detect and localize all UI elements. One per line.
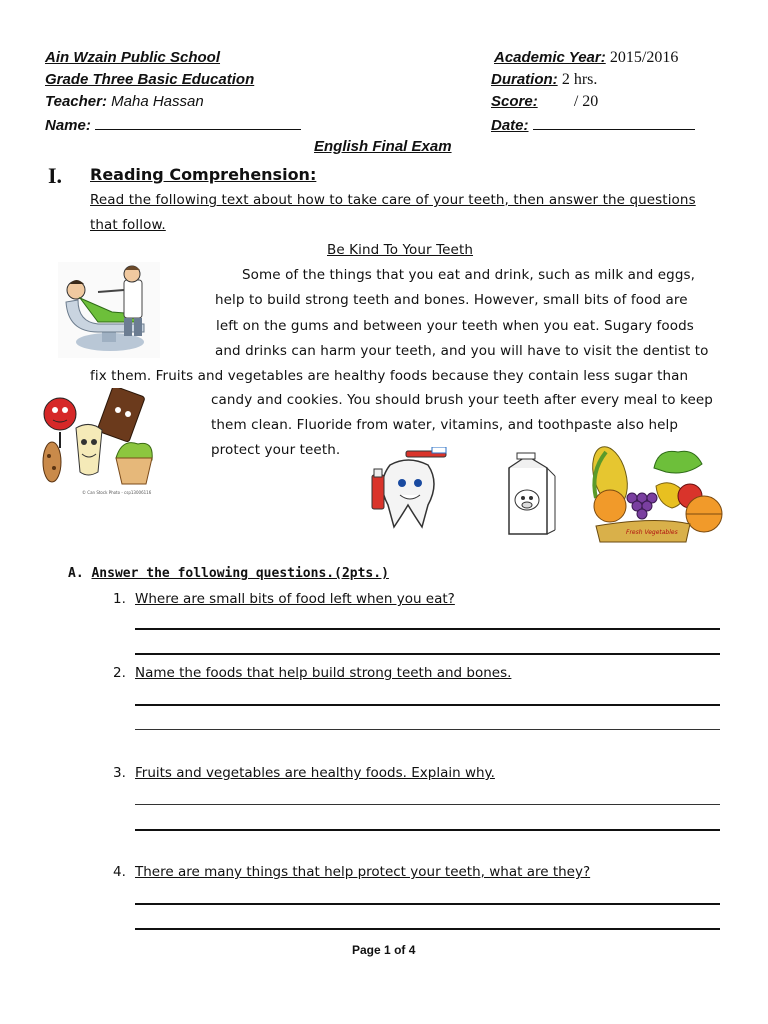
passage-title: Be Kind To Your Teeth	[327, 242, 474, 258]
instruction-line-2: that follow.	[90, 217, 166, 233]
duration-row	[491, 71, 597, 89]
teacher-row	[45, 93, 204, 110]
date-row	[491, 115, 695, 134]
answer-line[interactable]	[135, 903, 720, 905]
name-field[interactable]	[95, 115, 301, 130]
page-number: Page 1 of 4	[352, 943, 416, 957]
question-text: Name the foods that help build strong teeth and bones.	[135, 665, 512, 681]
answer-line[interactable]	[135, 804, 720, 805]
score-value: / 20	[573, 93, 599, 110]
passage-line: protect your teeth.	[211, 442, 341, 458]
question-number: 4.	[113, 864, 126, 880]
question-number: 1.	[113, 591, 126, 607]
passage-line: candy and cookies. You should brush your teeth after every meal to keep	[211, 392, 713, 408]
part-a-heading	[68, 566, 389, 581]
question-text: Fruits and vegetables are healthy foods. Explain why.	[135, 765, 495, 781]
answer-line[interactable]	[135, 729, 720, 730]
year-label: Academic Year:	[494, 49, 606, 66]
year-value: 2015/2016	[609, 49, 679, 66]
answer-line[interactable]	[135, 704, 720, 706]
school-name: Ain Wzain Public School	[45, 49, 221, 66]
duration-label: Duration:	[491, 71, 558, 88]
name-label: Name:	[45, 117, 91, 134]
dentist-chair-icon	[58, 262, 160, 358]
exam-title: English Final Exam	[314, 138, 452, 155]
answer-line[interactable]	[135, 628, 720, 630]
section-number: I.	[48, 163, 63, 188]
instruction-line-1: Read the following text about how to take care of your teeth, then answer the questions	[90, 192, 696, 208]
part-a-title: Answer the following questions.(2pts.)	[91, 566, 389, 581]
duration-value: 2 hrs.	[561, 71, 598, 88]
grade-label: Grade Three Basic Education	[45, 71, 255, 88]
passage-line: them clean. Fluoride from water, vitamins, and toothpaste also help	[211, 417, 679, 433]
answer-line[interactable]	[135, 653, 720, 655]
fruit-basket-label: Fresh Vegetables	[626, 529, 678, 536]
sweets-icon	[42, 388, 158, 496]
question-text: Where are small bits of food left when you eat?	[135, 591, 455, 607]
year-row	[494, 49, 678, 67]
passage-line: left on the gums and between your teeth when you eat. Sugary foods	[216, 318, 694, 334]
passage-line: help to build strong teeth and bones. However, small bits of food are	[215, 292, 688, 308]
teacher-label: Teacher:	[45, 93, 107, 110]
answer-line[interactable]	[135, 829, 720, 831]
passage-line: and drinks can harm your teeth, and you will have to visit the dentist to	[215, 343, 709, 359]
answer-line[interactable]	[135, 928, 720, 930]
part-a-label: A.	[68, 566, 84, 581]
name-row	[45, 115, 301, 134]
passage-line: Some of the things that you eat and drink, such as milk and eggs,	[242, 267, 696, 283]
date-field[interactable]	[533, 115, 695, 130]
score-label: Score:	[491, 93, 538, 110]
milk-carton-icon	[497, 452, 559, 538]
question-text: There are many things that help protect your teeth, what are they?	[135, 864, 591, 880]
fruit-basket-icon	[586, 442, 724, 544]
question-number: 3.	[113, 765, 126, 781]
score-row	[491, 93, 598, 111]
sweets-credit: © Can Stock Photo - csp13006116	[82, 490, 152, 495]
toothbrush-tooth-icon	[368, 447, 450, 531]
section-title: Reading Comprehension:	[90, 165, 317, 184]
teacher-name: Maha Hassan	[111, 93, 204, 110]
passage-line: fix them. Fruits and vegetables are healthy foods because they contain less sugar than	[90, 368, 689, 384]
date-label: Date:	[491, 117, 529, 134]
question-number: 2.	[113, 665, 126, 681]
